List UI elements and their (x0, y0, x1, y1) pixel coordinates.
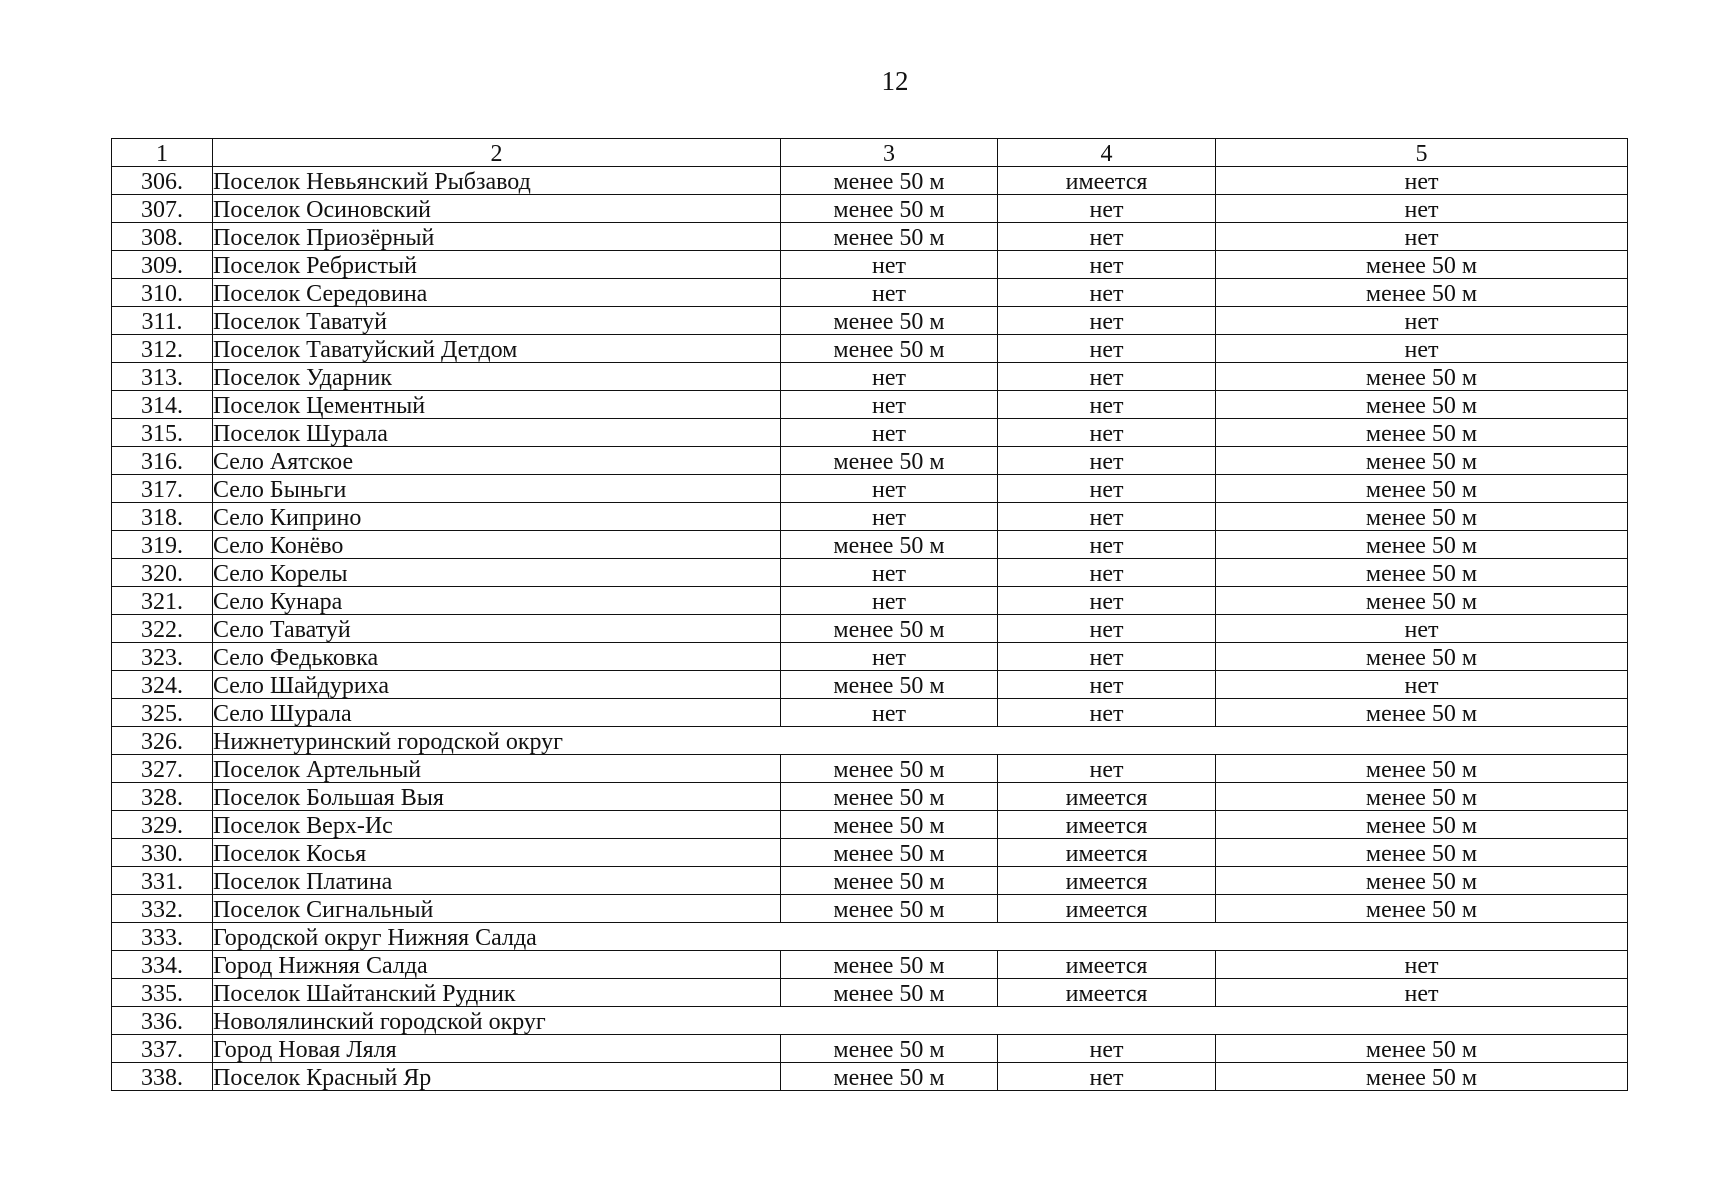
row-number: 326. (112, 727, 213, 755)
col3-value: менее 50 м (781, 895, 998, 923)
table-row (112, 251, 1628, 279)
col3-value: нет (781, 643, 998, 671)
col3-value: нет (781, 699, 998, 727)
col5-value: менее 50 м (1216, 503, 1628, 531)
col3-value: нет (781, 391, 998, 419)
col3-value: менее 50 м (781, 671, 998, 699)
table-row (112, 951, 1628, 979)
col5-value: менее 50 м (1216, 475, 1628, 503)
col5-value: нет (1216, 335, 1628, 363)
col3-value: менее 50 м (781, 223, 998, 251)
table-row (112, 475, 1628, 503)
row-number: 320. (112, 559, 213, 587)
col4-value: нет (998, 475, 1216, 503)
col3-value: менее 50 м (781, 951, 998, 979)
table-row (112, 867, 1628, 895)
row-number: 322. (112, 615, 213, 643)
row-number: 332. (112, 895, 213, 923)
settlement-name: Поселок Косья (213, 839, 781, 867)
settlement-name: Село Быньги (213, 475, 781, 503)
col4-value: имеется (998, 979, 1216, 1007)
row-number: 328. (112, 783, 213, 811)
col4-value: нет (998, 279, 1216, 307)
row-number: 325. (112, 699, 213, 727)
col5-value: менее 50 м (1216, 895, 1628, 923)
col3-value: менее 50 м (781, 867, 998, 895)
col4-value: нет (998, 755, 1216, 783)
row-number: 327. (112, 755, 213, 783)
col4-value: нет (998, 363, 1216, 391)
table-row (112, 419, 1628, 447)
table-header-row (112, 139, 1628, 167)
table-row (112, 1035, 1628, 1063)
row-number: 308. (112, 223, 213, 251)
col5-value: менее 50 м (1216, 587, 1628, 615)
settlement-name: Село Федьковка (213, 643, 781, 671)
col3-value: менее 50 м (781, 839, 998, 867)
col3-value: нет (781, 503, 998, 531)
table-row (112, 167, 1628, 195)
col4-value: нет (998, 671, 1216, 699)
row-number: 309. (112, 251, 213, 279)
row-number: 311. (112, 307, 213, 335)
col5-value: менее 50 м (1216, 755, 1628, 783)
settlement-name: Поселок Ударник (213, 363, 781, 391)
col4-value: нет (998, 615, 1216, 643)
col5-value: менее 50 м (1216, 531, 1628, 559)
col5-value: нет (1216, 671, 1628, 699)
table-row (112, 447, 1628, 475)
table-row (112, 587, 1628, 615)
settlement-name: Село Кунара (213, 587, 781, 615)
row-number: 335. (112, 979, 213, 1007)
col4-value: нет (998, 223, 1216, 251)
col4-value: имеется (998, 839, 1216, 867)
row-number: 331. (112, 867, 213, 895)
settlement-name: Поселок Осиновский (213, 195, 781, 223)
header-col-3: 3 (781, 139, 998, 167)
table-row (112, 279, 1628, 307)
col3-value: менее 50 м (781, 531, 998, 559)
settlement-name: Поселок Шурала (213, 419, 781, 447)
col3-value: менее 50 м (781, 167, 998, 195)
header-col-4: 4 (998, 139, 1216, 167)
row-number: 333. (112, 923, 213, 951)
col5-value: менее 50 м (1216, 363, 1628, 391)
table-row (112, 699, 1628, 727)
col5-value: менее 50 м (1216, 391, 1628, 419)
row-number: 330. (112, 839, 213, 867)
col3-value: менее 50 м (781, 1035, 998, 1063)
col4-value: нет (998, 307, 1216, 335)
settlement-name: Поселок Невьянский Рыбзавод (213, 167, 781, 195)
settlements-table (111, 138, 1628, 1091)
settlement-name: Поселок Платина (213, 867, 781, 895)
row-number: 317. (112, 475, 213, 503)
settlement-name: Село Шурала (213, 699, 781, 727)
table-body (112, 139, 1628, 1091)
col3-value: нет (781, 559, 998, 587)
settlement-name: Поселок Цементный (213, 391, 781, 419)
col3-value: нет (781, 419, 998, 447)
settlement-name: Поселок Красный Яр (213, 1063, 781, 1091)
col5-value: менее 50 м (1216, 867, 1628, 895)
settlement-name: Город Нижняя Салда (213, 951, 781, 979)
col4-value: нет (998, 531, 1216, 559)
col3-value: нет (781, 363, 998, 391)
col5-value: нет (1216, 195, 1628, 223)
settlement-name: Поселок Шайтанский Рудник (213, 979, 781, 1007)
table-row (112, 643, 1628, 671)
table-row (112, 559, 1628, 587)
col4-value: нет (998, 1063, 1216, 1091)
section-title: Городской округ Нижняя Салда (213, 923, 1628, 951)
col5-value: нет (1216, 951, 1628, 979)
section-row (112, 727, 1628, 755)
settlement-name: Село Таватуй (213, 615, 781, 643)
row-number: 318. (112, 503, 213, 531)
col3-value: менее 50 м (781, 979, 998, 1007)
col3-value: нет (781, 251, 998, 279)
col5-value: менее 50 м (1216, 1035, 1628, 1063)
col3-value: менее 50 м (781, 195, 998, 223)
col4-value: нет (998, 447, 1216, 475)
col3-value: нет (781, 475, 998, 503)
header-col-1: 1 (112, 139, 213, 167)
settlement-name: Село Киприно (213, 503, 781, 531)
table-row (112, 307, 1628, 335)
col3-value: менее 50 м (781, 1063, 998, 1091)
col5-value: нет (1216, 979, 1628, 1007)
row-number: 306. (112, 167, 213, 195)
row-number: 324. (112, 671, 213, 699)
col4-value: нет (998, 1035, 1216, 1063)
settlement-name: Поселок Сигнальный (213, 895, 781, 923)
settlement-name: Поселок Большая Выя (213, 783, 781, 811)
col4-value: нет (998, 195, 1216, 223)
table-row (112, 839, 1628, 867)
table-row (112, 811, 1628, 839)
section-row (112, 923, 1628, 951)
settlement-name: Поселок Артельный (213, 755, 781, 783)
table-row (112, 783, 1628, 811)
col4-value: нет (998, 335, 1216, 363)
header-col-5: 5 (1216, 139, 1628, 167)
col3-value: менее 50 м (781, 783, 998, 811)
table-row (112, 195, 1628, 223)
settlement-name: Село Конёво (213, 531, 781, 559)
header-col-2: 2 (213, 139, 781, 167)
col4-value: имеется (998, 895, 1216, 923)
table-row (112, 335, 1628, 363)
col4-value: нет (998, 503, 1216, 531)
col5-value: менее 50 м (1216, 839, 1628, 867)
settlement-name: Поселок Верх-Ис (213, 811, 781, 839)
settlement-name: Поселок Ребристый (213, 251, 781, 279)
col4-value: имеется (998, 167, 1216, 195)
table-row (112, 1063, 1628, 1091)
col3-value: менее 50 м (781, 447, 998, 475)
settlement-name: Город Новая Ляля (213, 1035, 781, 1063)
col4-value: имеется (998, 783, 1216, 811)
col4-value: нет (998, 419, 1216, 447)
col5-value: менее 50 м (1216, 811, 1628, 839)
col3-value: менее 50 м (781, 335, 998, 363)
row-number: 312. (112, 335, 213, 363)
col4-value: имеется (998, 867, 1216, 895)
settlement-name: Село Корелы (213, 559, 781, 587)
col5-value: менее 50 м (1216, 279, 1628, 307)
col5-value: менее 50 м (1216, 447, 1628, 475)
col3-value: менее 50 м (781, 755, 998, 783)
col4-value: нет (998, 251, 1216, 279)
col3-value: менее 50 м (781, 811, 998, 839)
col5-value: менее 50 м (1216, 643, 1628, 671)
table-row (112, 391, 1628, 419)
section-title: Нижнетуринский городской округ (213, 727, 1628, 755)
col4-value: нет (998, 587, 1216, 615)
table-row (112, 503, 1628, 531)
table-row (112, 671, 1628, 699)
section-row (112, 1007, 1628, 1035)
col5-value: нет (1216, 615, 1628, 643)
col5-value: менее 50 м (1216, 1063, 1628, 1091)
col4-value: имеется (998, 951, 1216, 979)
col4-value: имеется (998, 811, 1216, 839)
row-number: 334. (112, 951, 213, 979)
col5-value: нет (1216, 307, 1628, 335)
col3-value: менее 50 м (781, 615, 998, 643)
row-number: 313. (112, 363, 213, 391)
col4-value: нет (998, 643, 1216, 671)
row-number: 319. (112, 531, 213, 559)
settlement-name: Поселок Таватуйский Детдом (213, 335, 781, 363)
row-number: 321. (112, 587, 213, 615)
settlement-name: Село Аятское (213, 447, 781, 475)
col4-value: нет (998, 699, 1216, 727)
settlement-name: Поселок Середовина (213, 279, 781, 307)
col5-value: менее 50 м (1216, 699, 1628, 727)
row-number: 310. (112, 279, 213, 307)
settlement-name: Поселок Приозёрный (213, 223, 781, 251)
col4-value: нет (998, 559, 1216, 587)
col5-value: менее 50 м (1216, 559, 1628, 587)
row-number: 315. (112, 419, 213, 447)
page-number: 12 (881, 66, 909, 96)
row-number: 329. (112, 811, 213, 839)
table-row (112, 755, 1628, 783)
col3-value: нет (781, 587, 998, 615)
row-number: 314. (112, 391, 213, 419)
row-number: 336. (112, 1007, 213, 1035)
table-row (112, 615, 1628, 643)
table-row (112, 363, 1628, 391)
col5-value: менее 50 м (1216, 419, 1628, 447)
col5-value: нет (1216, 167, 1628, 195)
section-title: Новолялинский городской округ (213, 1007, 1628, 1035)
settlement-name: Село Шайдуриха (213, 671, 781, 699)
col4-value: нет (998, 391, 1216, 419)
col5-value: менее 50 м (1216, 783, 1628, 811)
table-row (112, 895, 1628, 923)
table-row (112, 531, 1628, 559)
settlement-name: Поселок Таватуй (213, 307, 781, 335)
col3-value: нет (781, 279, 998, 307)
row-number: 337. (112, 1035, 213, 1063)
table-row (112, 223, 1628, 251)
col5-value: менее 50 м (1216, 251, 1628, 279)
col5-value: нет (1216, 223, 1628, 251)
row-number: 338. (112, 1063, 213, 1091)
table-row (112, 979, 1628, 1007)
row-number: 316. (112, 447, 213, 475)
col3-value: менее 50 м (781, 307, 998, 335)
row-number: 307. (112, 195, 213, 223)
row-number: 323. (112, 643, 213, 671)
